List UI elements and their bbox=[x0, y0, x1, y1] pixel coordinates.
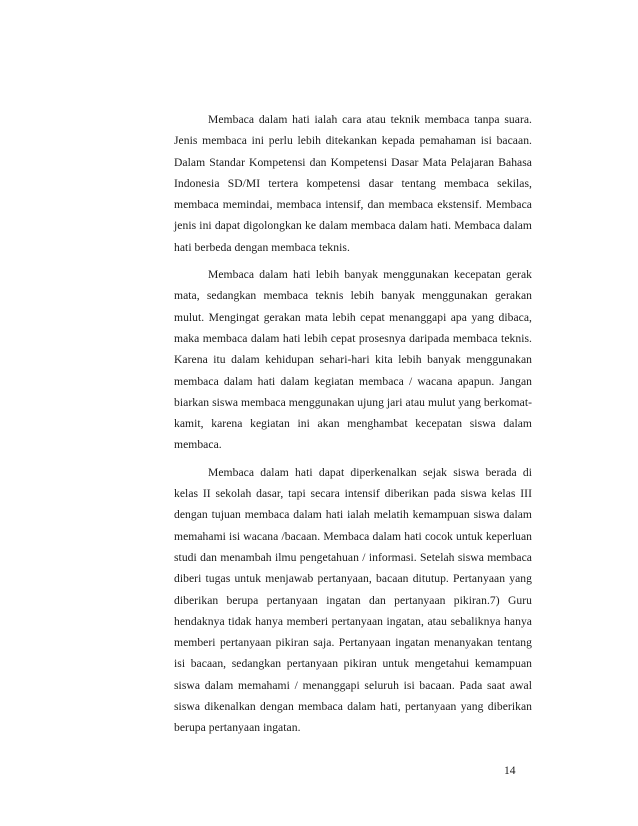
page-number: 14 bbox=[504, 764, 516, 777]
paragraph-3: Membaca dalam hati dapat diperkenalkan sejak siswa berada di kelas II sekolah dasar, tapi secara intensif diberikan pada siswa kelas III dengan tujuan membaca dalam hati ialah melatih kemampuan siswa dalam memahami isi wacana /bacaan. Membaca dalam hati cocok untuk keperluan studi dan menambah ilmu pengetahuan / informasi. Setelah siswa membaca diberi tugas untuk menjawab pertanyaan, bacaan ditutup. Pertanyaan yang diberikan berupa pertanyaan ingatan dan pertanyaan pikiran.7) Guru hendaknya tidak hanya memberi pertanyaan ingatan, atau sebaliknya hanya memberi pertanyaan pikiran saja. Pertanyaan ingatan menanyakan tentang isi bacaan, sedangkan pertanyaan pikiran untuk mengetahui kemampuan siswa dalam memahami / menanggapi seluruh isi bacaan. Pada saat awal siswa dikenalkan dengan membaca dalam hati, pertanyaan yang diberikan berupa pertanyaan ingatan. bbox=[174, 465, 532, 735]
body-text bbox=[174, 109, 532, 739]
paragraph-2: Membaca dalam hati lebih banyak menggunakan kecepatan gerak mata, sedangkan membaca teknis lebih banyak menggunakan gerakan mulut. Mengingat gerakan mata lebih cepat menanggapi apa yang dibaca, maka membaca dalam hati lebih cepat prosesnya daripada membaca teknis. Karena itu dalam kehidupan sehari-hari kita lebih banyak menggunakan membaca dalam hati dalam kegiatan membaca / wacana apapun. Jangan biarkan siswa membaca menggunakan ujung jari atau mulut yang berkomat-kamit, karena kegiatan ini akan menghambat kecepatan siswa dalam membaca. bbox=[174, 268, 532, 452]
paragraph-1: Membaca dalam hati ialah cara atau teknik membaca tanpa suara. Jenis membaca ini perlu lebih ditekankan kepada pemahaman isi bacaan. Dalam Standar Kompetensi dan Kompetensi Dasar Mata Pelajaran Bahasa Indonesia SD/MI tertera kompetensi dasar tentang membaca sekilas, membaca memindai, membaca intensif, dan membaca ekstensif. Membaca jenis ini dapat digolongkan ke dalam membaca dalam hati. Membaca dalam hati berbeda dengan membaca teknis. bbox=[174, 113, 532, 254]
